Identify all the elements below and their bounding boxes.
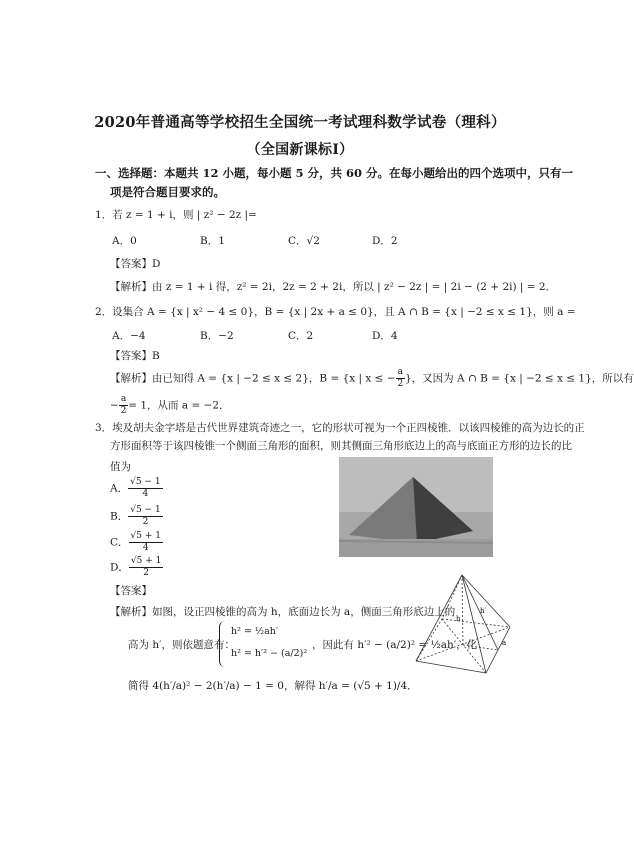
fraction-numerator: a — [397, 367, 403, 377]
minus-sign: − — [110, 399, 119, 412]
pyramid-illustration — [339, 457, 493, 557]
fraction-denominator: 2 — [142, 517, 149, 527]
option-letter: C． — [110, 536, 129, 549]
fraction-denominator: 2 — [120, 406, 127, 416]
q2-analysis-fraction — [396, 368, 405, 389]
q3-answer: 【答案】 — [110, 585, 152, 597]
q1-answer: 【答案】D — [110, 258, 161, 270]
pyramid-diagram — [414, 573, 512, 683]
q3-option-d — [110, 557, 163, 578]
q3-analysis-line2-suffix: ，因此有 h′² − (a/2)² = ½ah′，化 — [312, 639, 478, 651]
label-h-prime: h′ — [480, 607, 487, 615]
q2-option-a: A．−4 — [112, 330, 146, 342]
q1-option-a: A．0 — [112, 235, 137, 247]
q1-option-b: B．1 — [200, 235, 225, 247]
fraction-denominator: 4 — [142, 489, 149, 499]
q2-analysis-tail: }，又因为 A ∩ B = {x | −2 ≤ x ≤ 1}，所以有 — [405, 372, 634, 385]
fraction-numerator: √5 − 1 — [130, 477, 161, 487]
q3-option-a — [110, 478, 163, 499]
q2-stem: 2．设集合 A = {x | x² − 4 ≤ 0}，B = {x | 2x + a ≤ 0}，且 A ∩ B = {x | −2 ≤ x ≤ 1}，则 a = — [95, 306, 576, 318]
q3-stem-line2: 方形面积等于该四棱锥一个侧面三角形的面积，则其侧面三角形底边上的高与底面正方形的边长的比 — [110, 440, 572, 452]
q1-option-c: C．√2 — [288, 235, 320, 247]
fraction-numerator: √5 + 1 — [130, 556, 162, 566]
fraction-numerator: √5 + 1 — [130, 531, 161, 541]
fraction-numerator: √5 − 1 — [130, 505, 161, 515]
q2-analysis-tail-2: = 1，从而 a = −2． — [128, 399, 230, 412]
q2-option-d: D．4 — [372, 330, 398, 342]
equation-system-row2: h² = h′² − (a/2)² — [231, 648, 308, 659]
exam-subtitle: （全国新课标Ⅰ） — [246, 142, 354, 158]
exam-title: 2020年普通高等学校招生全国统一考试理科数学试卷（理科） — [94, 114, 506, 131]
label-a: a — [502, 639, 507, 647]
q3-stem-line3: 值为 — [110, 461, 131, 473]
option-fraction — [129, 532, 163, 553]
option-fraction — [129, 557, 163, 578]
option-letter: D． — [110, 561, 129, 574]
section-heading-line1: 一、选择题：本题共 12 小题，每小题 5 分，共 60 分。在每小题给出的四个选项中，只有一 — [95, 166, 574, 180]
q2-analysis-text: 【解析】由已知得 A = {x | −2 ≤ x ≤ 2}，B = {x | x ≤ − — [110, 372, 396, 385]
option-letter: B． — [110, 510, 129, 523]
option-fraction — [128, 506, 162, 527]
label-h: h — [456, 615, 461, 623]
q3-analysis-line1: 【解析】如图，设正四棱锥的高为 h，底面边长为 a，侧面三角形底边上的 — [110, 606, 456, 618]
q3-option-c — [110, 532, 163, 553]
q3-stem-line1: 3．埃及胡夫金字塔是古代世界建筑奇迹之一，它的形状可视为一个正四棱锥．以该四棱锥的高为边长的正 — [95, 422, 585, 434]
q3-analysis-line2-prefix: 高为 h′，则依题意有： — [128, 639, 235, 651]
equation-system-brace — [219, 621, 228, 667]
q2-analysis-line1 — [110, 368, 634, 389]
fraction-numerator: a — [120, 394, 127, 404]
option-fraction — [128, 478, 162, 499]
fraction-denominator: 2 — [143, 568, 150, 578]
fraction-denominator: 2 — [397, 379, 404, 389]
q2-analysis-fraction-2 — [119, 395, 128, 416]
q2-analysis-line2 — [110, 395, 230, 416]
equation-system-row1: h² = ½ah′ — [231, 626, 279, 637]
q3-analysis-line3: 简得 4(h′/a)² − 2(h′/a) − 1 = 0，解得 h′/a = (√5 + 1)/4． — [128, 680, 418, 692]
option-letter: A． — [110, 482, 129, 495]
pyramid-photo — [339, 457, 493, 557]
q2-option-b: B．−2 — [200, 330, 234, 342]
section-heading-line2: 项是符合题目要求的。 — [110, 185, 225, 199]
q2-answer: 【答案】B — [110, 350, 160, 362]
q1-option-d: D．2 — [372, 235, 398, 247]
q1-analysis: 【解析】由 z = 1 + i 得，z² = 2i，2z = 2 + 2i，所以 | z² − 2z | = | 2i − (2 + 2i) | = 2． — [110, 281, 557, 293]
q1-stem: 1．若 z = 1 + i，则 | z² − 2z |= — [95, 209, 257, 221]
fraction-denominator: 4 — [142, 543, 149, 553]
q2-option-c: C．2 — [288, 330, 314, 342]
q3-option-b — [110, 506, 163, 527]
